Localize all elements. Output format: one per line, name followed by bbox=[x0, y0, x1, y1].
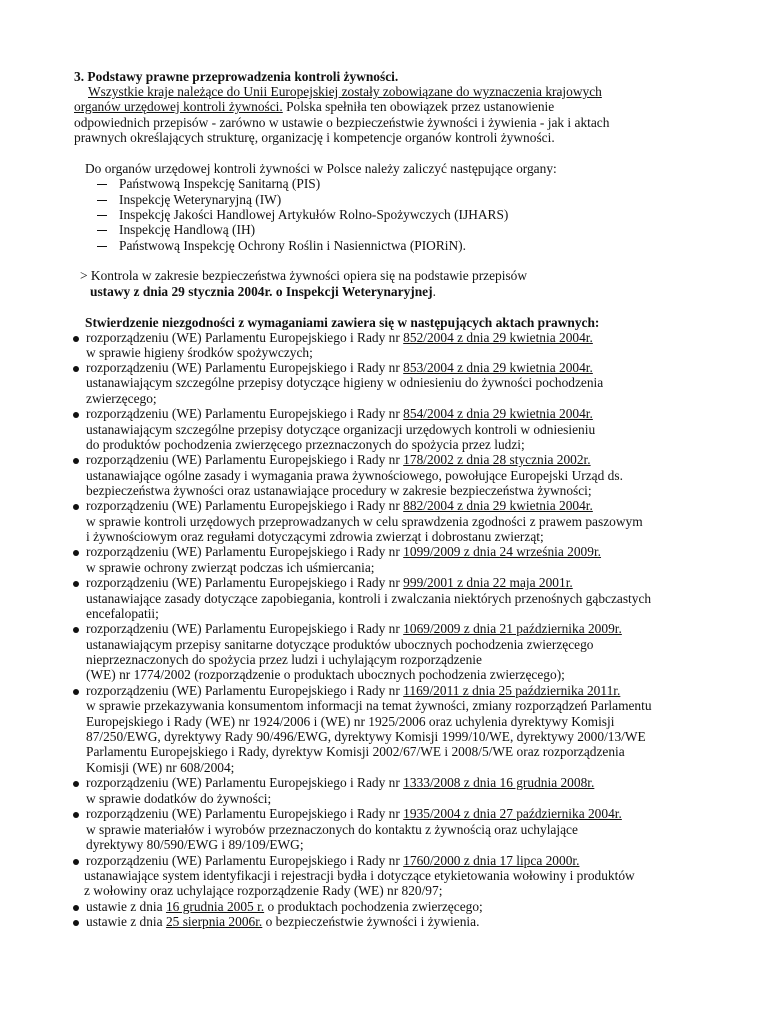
intro-line-3: odpowiednich przepisów - zarówno w ustawie o bezpieczeństwie żywności i żywienia - jak i aktach bbox=[74, 115, 610, 130]
act-item-title bbox=[86, 498, 593, 513]
control-line-2 bbox=[90, 284, 436, 299]
act-item-desc: zwierzęcego; bbox=[86, 391, 157, 406]
act-item-desc: ustanawiającym przepisy sanitarne dotyczące produktów ubocznych pochodzenia zwierzęcego bbox=[86, 637, 594, 652]
act-item-desc: ustanawiające system identyfikacji i rejestracji bydła i dotyczące etykietowania wołowiny i produktów bbox=[84, 868, 635, 883]
act-item-desc: dyrektywy 80/590/EWG i 89/109/EWG; bbox=[86, 837, 304, 852]
act-reference: 1935/2004 z dnia 27 października 2004r. bbox=[403, 806, 622, 821]
act-item-desc: do produktów pochodzenia zwierzęcego przeznaczonych do spożycia przez ludzi; bbox=[86, 437, 525, 452]
act-item-desc: i żywnościowym oraz regułami dotyczącymi zdrowia zwierząt i dobrostanu zwierząt; bbox=[86, 529, 544, 544]
act-item-title bbox=[86, 406, 593, 421]
act-item-desc: ustanawiające zasady dotyczące zapobiegania, kontroli i zwalczania niektórych przenośnych gąbczastych bbox=[86, 591, 652, 606]
act-item-desc: ustanawiającym szczególne przepisy dotyczące higieny w odniesieniu do żywności pochodzenia bbox=[86, 375, 604, 390]
act-item-desc: Europejskiego i Rady (WE) nr 1924/2006 i (WE) nr 1925/2006 oraz uchylenia dyrektywy Komisji bbox=[86, 714, 615, 729]
intro-line-2-rest: Polska spełniła ten obowiązek przez ustanowienie bbox=[282, 99, 555, 114]
section-heading: 3. Podstawy prawne przeprowadzenia kontroli żywności. bbox=[74, 69, 399, 84]
law-prefix: ustawie z dnia bbox=[86, 914, 166, 929]
law-prefix: ustawie z dnia bbox=[86, 899, 166, 914]
act-prefix: rozporządzeniu (WE) Parlamentu Europejskiego i Rady nr bbox=[86, 360, 404, 375]
act-item-desc: Komisji (WE) nr 608/2004; bbox=[86, 760, 235, 775]
control-line-1: > Kontrola w zakresie bezpieczeństwa żywności opiera się na podstawie przepisów bbox=[80, 268, 528, 283]
act-item-title bbox=[86, 775, 594, 790]
law-item bbox=[86, 899, 483, 914]
act-item-title bbox=[86, 330, 593, 345]
act-item-title bbox=[86, 360, 593, 375]
veterinary-act-title: ustawy z dnia 29 stycznia 2004r. o Inspekcji Weterynaryjnej bbox=[90, 284, 433, 299]
act-reference: 1069/2009 z dnia 21 października 2009r. bbox=[403, 621, 622, 636]
act-item-title bbox=[86, 853, 579, 868]
act-reference: 854/2004 z dnia 29 kwietnia 2004r. bbox=[403, 406, 593, 421]
act-item-title bbox=[86, 621, 622, 636]
act-reference: 1169/2011 z dnia 25 października 2011r. bbox=[403, 683, 621, 698]
act-prefix: rozporządzeniu (WE) Parlamentu Europejskiego i Rady nr bbox=[86, 452, 404, 467]
act-prefix: rozporządzeniu (WE) Parlamentu Europejskiego i Rady nr bbox=[86, 683, 404, 698]
act-item-desc: (WE) nr 1774/2002 (rozporządzenie o produktach ubocznych pochodzenia zwierzęcego); bbox=[86, 667, 565, 682]
organ-item: Państwową Inspekcję Sanitarną (PIS) bbox=[119, 176, 321, 191]
organ-item: Inspekcję Jakości Handlowej Artykułów Rolno-Spożywczych (IJHARS) bbox=[119, 207, 509, 222]
act-prefix: rozporządzeniu (WE) Parlamentu Europejskiego i Rady nr bbox=[86, 621, 404, 636]
bullet-marker bbox=[73, 336, 79, 342]
act-prefix: rozporządzeniu (WE) Parlamentu Europejskiego i Rady nr bbox=[86, 544, 404, 559]
bullet-marker bbox=[73, 781, 79, 787]
act-prefix: rozporządzeniu (WE) Parlamentu Europejskiego i Rady nr bbox=[86, 406, 404, 421]
act-item-desc: encefalopatii; bbox=[86, 606, 159, 621]
dash-marker bbox=[97, 200, 107, 201]
act-item-desc: w sprawie ochrony zwierząt podczas ich uśmiercania; bbox=[86, 560, 375, 575]
act-prefix: rozporządzeniu (WE) Parlamentu Europejskiego i Rady nr bbox=[86, 330, 404, 345]
act-reference: 882/2004 z dnia 29 kwietnia 2004r. bbox=[403, 498, 593, 513]
bullet-marker bbox=[73, 504, 79, 510]
dash-marker bbox=[97, 246, 107, 247]
bullet-marker bbox=[73, 905, 79, 911]
act-prefix: rozporządzeniu (WE) Parlamentu Europejskiego i Rady nr bbox=[86, 498, 404, 513]
dash-marker bbox=[97, 184, 107, 185]
bullet-marker bbox=[73, 550, 79, 556]
dash-marker bbox=[97, 215, 107, 216]
bullet-marker bbox=[73, 812, 79, 818]
act-item-desc: w sprawie higieny środków spożywczych; bbox=[86, 345, 313, 360]
act-item-desc: w sprawie materiałów i wyrobów przeznaczonych do kontaktu z żywnością oraz uchylające bbox=[86, 822, 578, 837]
act-prefix: rozporządzeniu (WE) Parlamentu Europejskiego i Rady nr bbox=[86, 575, 404, 590]
bullet-marker bbox=[73, 458, 79, 464]
law-date: 16 grudnia 2005 r. bbox=[165, 899, 265, 914]
act-reference: 999/2001 z dnia 22 maja 2001r. bbox=[403, 575, 573, 590]
act-item-desc: w sprawie dodatków do żywności; bbox=[86, 791, 272, 806]
intro-line-4: prawnych określających strukturę, organizację i kompetencje organów kontroli żywności. bbox=[74, 130, 555, 145]
bullet-marker bbox=[73, 920, 79, 926]
act-reference: 852/2004 z dnia 29 kwietnia 2004r. bbox=[403, 330, 593, 345]
act-item-title bbox=[86, 575, 573, 590]
organ-item: Inspekcję Weterynaryjną (IW) bbox=[119, 192, 282, 207]
intro-line-1: Wszystkie kraje należące do Unii Europejskiej zostały zobowiązane do wyznaczenia krajowych bbox=[88, 84, 602, 99]
law-title: o produktach pochodzenia zwierzęcego; bbox=[264, 899, 483, 914]
bullet-marker bbox=[73, 689, 79, 695]
act-item-desc: z wołowiny oraz uchylające rozporządzenie Rady (WE) nr 820/97; bbox=[84, 883, 443, 898]
intro-line-2-underlined: organów urzędowej kontroli żywności. bbox=[74, 99, 283, 114]
organ-item: Państwową Inspekcję Ochrony Roślin i Nasiennictwa (PIORiN). bbox=[119, 238, 466, 253]
act-item-desc: w sprawie kontroli urzędowych przeprowadzanych w celu sprawdzenia zgodności z prawem paszowym bbox=[86, 514, 643, 529]
act-item-desc: w sprawie przekazywania konsumentom informacji na temat żywności, zmiany rozporządzeń Parlamentu bbox=[86, 698, 652, 713]
act-item-desc: 87/250/EWG, dyrektywy Rady 90/496/EWG, dyrektywy Komisji 1999/10/WE, dyrektywy 2000/13/WE bbox=[86, 729, 646, 744]
organ-item: Inspekcję Handlową (IH) bbox=[119, 222, 256, 237]
dash-marker bbox=[97, 230, 107, 231]
act-item-title bbox=[86, 452, 591, 467]
act-reference: 178/2002 z dnia 28 stycznia 2002r. bbox=[403, 452, 591, 467]
act-reference: 1099/2009 z dnia 24 września 2009r. bbox=[403, 544, 602, 559]
organs-intro: Do organów urzędowej kontroli żywności w Polsce należy zaliczyć następujące organy: bbox=[85, 161, 557, 176]
act-item-desc: Parlamentu Europejskiego i Rady, dyrektyw Komisji 2002/67/WE i 2008/5/WE oraz rozporządzenia bbox=[86, 744, 625, 759]
act-item-desc: ustanawiającym szczególne przepisy dotyczące organizacji urzędowych kontroli w odniesieniu bbox=[86, 422, 596, 437]
act-item-title bbox=[86, 544, 601, 559]
act-prefix: rozporządzeniu (WE) Parlamentu Europejskiego i Rady nr bbox=[86, 853, 404, 868]
act-item-title bbox=[86, 683, 620, 698]
bullet-marker bbox=[73, 412, 79, 418]
act-prefix: rozporządzeniu (WE) Parlamentu Europejskiego i Rady nr bbox=[86, 775, 404, 790]
bullet-marker bbox=[73, 627, 79, 633]
law-item bbox=[86, 914, 479, 929]
law-title: o bezpieczeństwie żywności i żywienia. bbox=[262, 914, 480, 929]
bullet-marker bbox=[73, 366, 79, 372]
law-date: 25 sierpnia 2006r. bbox=[165, 914, 263, 929]
act-reference: 853/2004 z dnia 29 kwietnia 2004r. bbox=[403, 360, 593, 375]
intro-line-2 bbox=[74, 99, 554, 114]
act-prefix: rozporządzeniu (WE) Parlamentu Europejskiego i Rady nr bbox=[86, 806, 404, 821]
act-reference: 1333/2008 z dnia 16 grudnia 2008r. bbox=[403, 775, 595, 790]
acts-heading: Stwierdzenie niezgodności z wymaganiami zawiera się w następujących aktach prawnych: bbox=[85, 315, 600, 330]
act-reference: 1760/2000 z dnia 17 lipca 2000r. bbox=[403, 853, 580, 868]
act-item-title bbox=[86, 806, 622, 821]
act-item-desc: ustanawiające ogólne zasady i wymagania prawa żywnościowego, powołujące Europejski Urząd ds. bbox=[86, 468, 623, 483]
act-item-desc: bezpieczeństwa żywności oraz ustanawiające procedury w zakresie bezpieczeństwa żywności; bbox=[86, 483, 592, 498]
bullet-marker bbox=[73, 859, 79, 865]
control-period: . bbox=[432, 284, 436, 299]
act-item-desc: nieprzeznaczonych do spożycia przez ludzi i uchylającym rozporządzenie bbox=[86, 652, 482, 667]
bullet-marker bbox=[73, 581, 79, 587]
